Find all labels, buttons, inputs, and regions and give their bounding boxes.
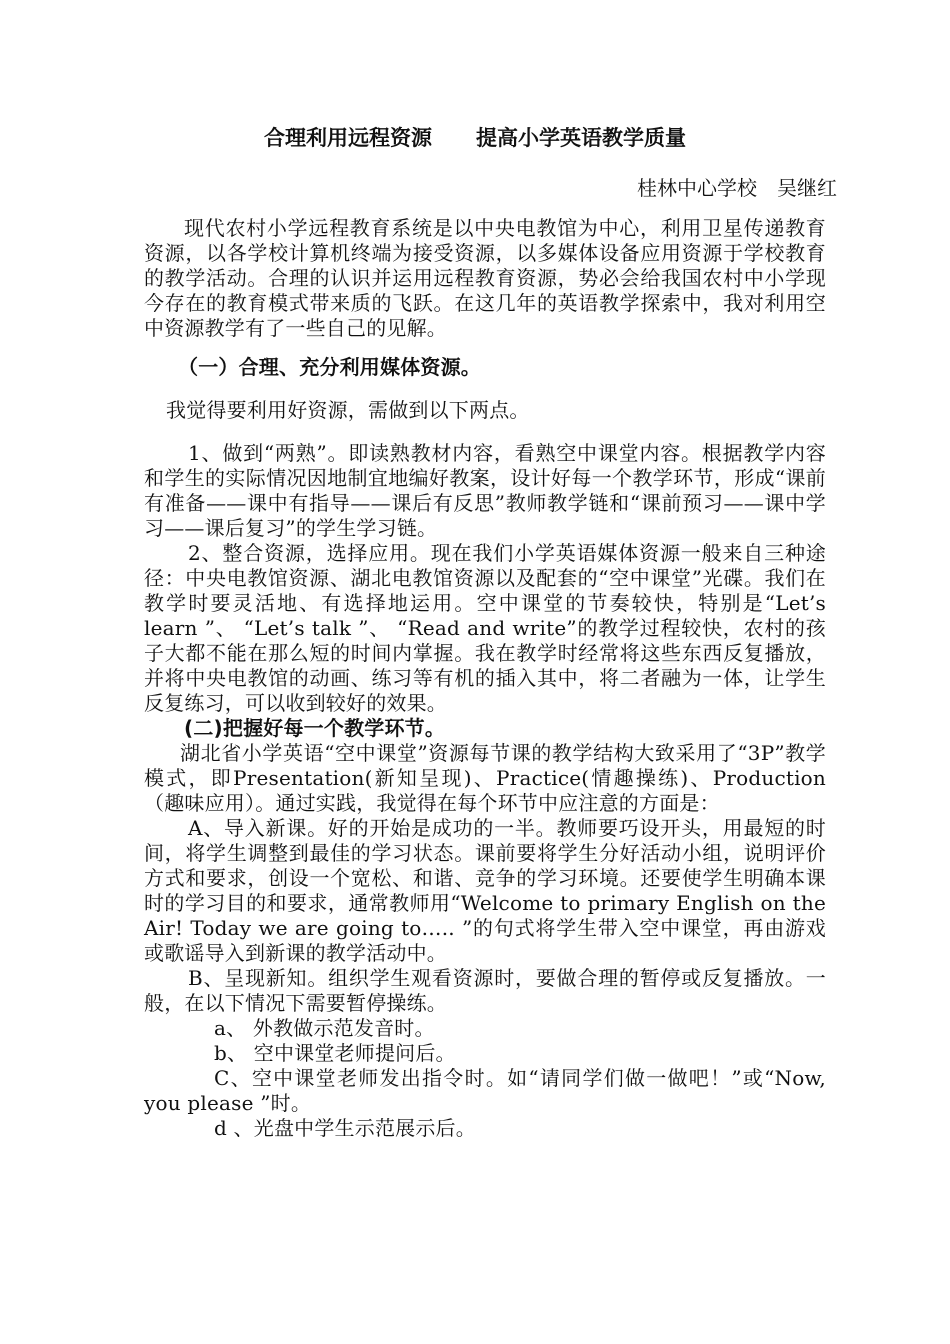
title-part2: 提高小学英语教学质量 — [476, 126, 686, 150]
document-title — [0, 122, 950, 152]
section-heading-1: （一）合理、充分利用媒体资源。 — [178, 355, 481, 379]
list-item-b: b、 空中课堂老师提问后。 — [214, 1041, 456, 1065]
list-item-d: d 、光盘中学生示范展示后。 — [214, 1116, 476, 1140]
list-item-a: a、 外教做示范发音时。 — [214, 1016, 435, 1040]
section1-point2: 2、整合资源，选择应用。现在我们小学英语媒体资源一般来自三种途径：中央电教馆资源、湖北电教馆资源以及配套的“空中课堂”光碟。我们在教学时要灵活地、有选择地运用。空中课堂的节奏较快，特别是“Let’s learn ”、 “Let’s talk ”、 “Read and write”的教学过程较快，农村的孩子大都不能在那么短的时间内掌握。我在教学时经常将这些东西反复播放，并将中央电教馆的动画、练习等有机的插入其中，将二者融为一体，让学生反复练习，可以收到较好的效果。 — [144, 541, 826, 715]
section2-point-b: B、呈现新知。组织学生观看资源时，要做合理的暂停或反复播放。一般，在以下情况下需要暂停操练。 — [144, 966, 826, 1015]
section1-point1: 1、做到“两熟”。即读熟教材内容，看熟空中课堂内容。根据教学内容和学生的实际情况因地制宜地编好教案，设计好每一个教学环节，形成“课前有准备——课中有指导——课后有反思”教师教学链和“课前预习——课中学习——课后复习”的学生学习链。 — [144, 441, 826, 540]
list-item-c: C、空中课堂老师发出指令时。如“请同学们做一做吧！”或“Now, you please ”时。 — [144, 1066, 826, 1115]
title-part1: 合理利用远程资源 — [264, 126, 432, 150]
author-line — [637, 172, 837, 201]
author-name: 吴继红 — [777, 176, 837, 200]
section2-intro: 湖北省小学英语“空中课堂”资源每节课的教学结构大致采用了“3P”教学模式，即Presentation(新知呈现)、Practice(情趣操练)、Production（趣味应用）。通过实践，我觉得在每个环节中应注意的方面是： — [144, 741, 826, 815]
section2-point-a: A、导入新课。好的开始是成功的一半。教师要巧设开头，用最短的时间，将学生调整到最佳的学习状态。课前要将学生分好活动小组，说明评价方式和要求，创设一个宽松、和谐、竞争的学习环境。还要使学生明确本课时的学习目的和要求，通常教师用“Welcome to primary English on the Air! Today we are going to….. ”的句式将学生带入空中课堂，再由游戏或歌谣导入到新课的教学活动中。 — [144, 816, 826, 965]
section-heading-2: (二)把握好每一个教学环节。 — [184, 716, 446, 740]
section1-intro: 我觉得要利用好资源，需做到以下两点。 — [166, 398, 530, 422]
document-body — [144, 216, 826, 1141]
intro-paragraph: 现代农村小学远程教育系统是以中央电教馆为中心，利用卫星传递教育资源，以各学校计算机终端为接受资源，以多媒体设备应用资源于学校教育的教学活动。合理的认识并运用远程教育资源，势必会给我国农村中小学现今存在的教育模式带来质的飞跃。在这几年的英语教学探索中，我对利用空中资源教学有了一些自己的见解。 — [144, 216, 826, 340]
author-school: 桂林中心学校 — [637, 176, 757, 200]
